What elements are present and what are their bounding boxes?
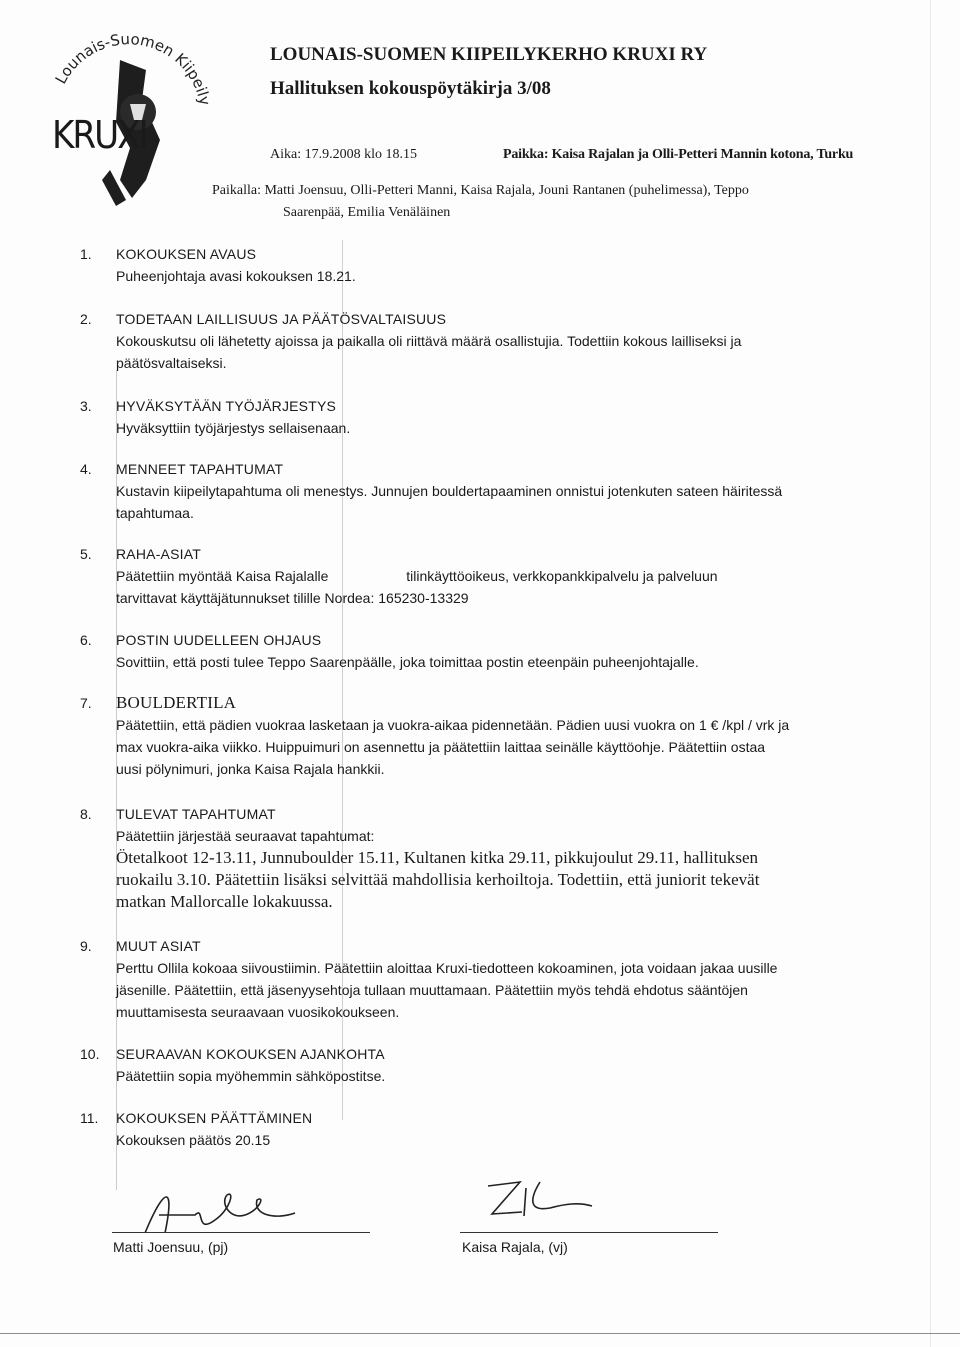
section-text-line: Perttu Ollila kokoaa siivoustiimin. Päätettiin aloittaa Kruxi-tiedotteen kokoaminen, jota voidaan jakaa uusille: [116, 960, 778, 976]
section-text-line: Päätettiin, että pädien vuokraa lasketaan ja vuokra-aikaa pidennetään. Pädien uusi vuokra on 1 € /kpl / vrk ja: [116, 717, 790, 733]
section-body: [116, 395, 906, 439]
section-text-line: päätösvaltaiseksi.: [116, 355, 227, 371]
section-heading: HYVÄKSYTÄÄN TYÖJÄRJESTYS: [116, 398, 337, 414]
section-number: 5.: [80, 546, 92, 562]
section-body: [116, 243, 906, 287]
section-heading: POSTIN UUDELLEEN OHJAUS: [116, 632, 322, 648]
signature-left-handwriting: [135, 1175, 305, 1245]
section-body: [116, 543, 906, 609]
section-heading: TODETAAN LAILLISUUS JA PÄÄTÖSVALTAISUUS: [116, 311, 447, 327]
section-number: 7.: [80, 695, 92, 711]
logo-arc-text: Lounais-Suomen Kiipeily: [51, 30, 215, 107]
section-text-line: muuttamisesta seuraavaan vuosikokoukseen.: [116, 1004, 400, 1020]
club-logo: [50, 30, 220, 220]
section-text-line: Päätettiin myöntää Kaisa Rajalalle tilinkäyttöoikeus, verkkopankkipalvelu ja palveluun: [116, 568, 718, 584]
section-body: [116, 458, 906, 524]
section-heading: KOKOUKSEN AVAUS: [116, 246, 257, 262]
section-number: 1.: [80, 246, 92, 262]
section-text-line: max vuokra-aika viikko. Huippuimuri on asennettu ja päätettiin laittaa seinälle käyttöohje. Päätettiin ostaa: [116, 739, 766, 755]
scan-fold-line: [930, 0, 931, 1347]
signature-name-left: Matti Joensuu, (pj): [113, 1239, 229, 1255]
section-text-line: ruokailu 3.10. Päätettiin lisäksi selvittää mahdollisia kerhoiltoja. Todettiin, että juniorit tekevät: [116, 870, 760, 889]
section-number: 9.: [80, 938, 92, 954]
signature-line-right: [460, 1232, 718, 1233]
section-text-line: Kustavin kiipeilytapahtuma oli menestys. Junnujen bouldertapaaminen onnistui jotenkuten sateen häiritessä: [116, 483, 783, 499]
section-text-line: Puheenjohtaja avasi kokouksen 18.21.: [116, 268, 356, 284]
section-heading: MENNEET TAPAHTUMAT: [116, 461, 284, 477]
meeting-place-text: Paikka: Kaisa Rajalan ja Olli-Petteri Mannin kotona, Turku: [503, 147, 854, 162]
section-body: [116, 1107, 906, 1151]
meeting-time: Aika: 17.9.2008 klo 18.15: [270, 147, 417, 162]
section-number: 8.: [80, 806, 92, 822]
section-number: 10.: [80, 1046, 100, 1062]
section-heading: BOULDERTILA: [116, 693, 237, 712]
section-heading: RAHA-ASIAT: [116, 546, 201, 562]
section-body: [116, 308, 906, 374]
section-number: 6.: [80, 632, 92, 648]
section-text-line: Ötetalkoot 12-13.11, Junnuboulder 15.11, Kultanen kitka 29.11, pikkujoulut 29.11, hallituksen: [116, 848, 758, 867]
section-heading: KOKOUKSEN PÄÄTTÄMINEN: [116, 1110, 313, 1126]
section-heading: MUUT ASIAT: [116, 938, 201, 954]
section-heading: SEURAAVAN KOKOUKSEN AJANKOHTA: [116, 1046, 385, 1062]
section-text-line: Sovittiin, että posti tulee Teppo Saarenpäälle, joka toimittaa postin eteenpäin puheenjohtajalle.: [116, 654, 699, 670]
section-text-line: Hyväksyttiin työjärjestys sellaisenaan.: [116, 420, 351, 436]
section-body: [116, 803, 906, 913]
section-number: 3.: [80, 398, 92, 414]
section-text-line: jäsenille. Päätettiin, että jäsenyysehtoja tullaan muuttamaan. Päätettiin myös tehdä ehdotus sääntöjen: [116, 982, 748, 998]
section-text-line: uusi pölynimuri, jonka Kaisa Rajala hankkii.: [116, 761, 385, 777]
section-heading: TULEVAT TAPAHTUMAT: [116, 806, 276, 822]
section-body: [116, 629, 906, 673]
signature-name-right: Kaisa Rajala, (vj): [462, 1239, 568, 1255]
club-logo-graphic: [50, 30, 220, 220]
document-title: Hallituksen kokouspöytäkirja 3/08: [270, 78, 551, 99]
section-body: [116, 935, 906, 1023]
scan-edge-line: [0, 1333, 960, 1334]
section-text-line: matkan Mallorcalle lokakuussa.: [116, 892, 333, 911]
signature-line-left: [112, 1232, 370, 1233]
organization-name: LOUNAIS-SUOMEN KIIPEILYKERHO KRUXI RY: [270, 44, 708, 65]
section-text-line: Kokouskutsu oli lähetetty ajoissa ja paikalla oli riittävä määrä osallistujia. Todettiin kokous lailliseksi ja: [116, 333, 742, 349]
section-text-line: Kokouksen päätös 20.15: [116, 1132, 271, 1148]
section-body: [116, 1043, 906, 1087]
section-number: 4.: [80, 461, 92, 477]
attendees-line-2: Saarenpää, Emilia Venäläinen: [283, 205, 451, 220]
signature-right-handwriting: [480, 1168, 600, 1228]
section-number: 2.: [80, 311, 92, 327]
section-body: [116, 692, 906, 780]
section-text-line: Päätettiin sopia myöhemmin sähköpostitse.: [116, 1068, 386, 1084]
attendees-line-1: Paikalla: Matti Joensuu, Olli-Petteri Manni, Kaisa Rajala, Jouni Rantanen (puhelimessa), Teppo: [212, 183, 749, 198]
section-text-line: tarvittavat käyttäjätunnukset tilille Nordea: 165230-13329: [116, 590, 469, 606]
section-text-line: Päätettiin järjestää seuraavat tapahtumat:: [116, 828, 375, 844]
section-number: 11.: [80, 1110, 99, 1126]
logo-main-text: KRUXI: [52, 113, 147, 157]
section-text-line: tapahtumaa.: [116, 505, 194, 521]
meeting-place: [503, 147, 853, 163]
